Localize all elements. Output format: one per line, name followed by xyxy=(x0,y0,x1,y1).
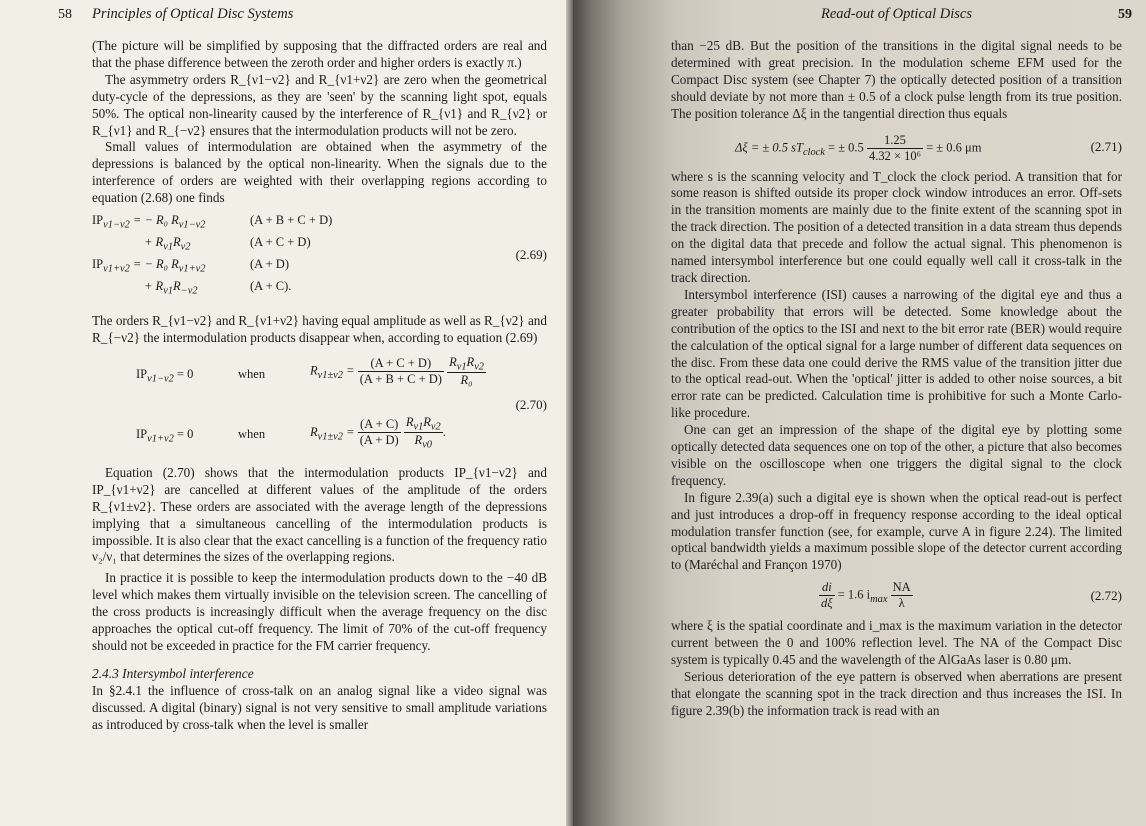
eq269-term-4: (A + C). xyxy=(250,279,292,294)
eq270-row-2-lhs: $IP_{\nu 1+\nu 2} = 0$ xyxy=(136,426,194,445)
right-page-number: 59 xyxy=(1118,7,1132,22)
left-paragraph-4: The orders R_{ν1−ν2} and R_{ν1+ν2} having equal amplitude as well as R_{ν2} and R_{−ν2} the intermodulation products disappear when, according to equation (2.69) xyxy=(92,313,547,345)
eq272-expression: $\frac{di}{d\xi}$ = 1.6 $i_{max}$ $\frac{NA}{\lambda}$ xyxy=(821,580,911,611)
eq270-when-2: when xyxy=(238,426,266,441)
eq272-number: (2.72) xyxy=(1090,588,1122,604)
eq271-expression: Δξ = ± 0.5 $sT_{clock}$ = ± 0.5 $\frac{1.25}{\text{4.32 × 10⁶}}$ = ± 0.6 μm xyxy=(735,132,982,163)
eq269-term-3: (A + D) xyxy=(250,257,289,272)
left-paragraph-1: (The picture will be simplified by supposing that the diffracted orders are real and that the phase difference between the zeroth order and higher orders is exactly π.) xyxy=(92,38,547,70)
right-paragraph-6: where ξ is the spatial coordinate and i_max is the maximum variation in the detector current between the 0 and 100% reflection level. The NA of the Compact Disc system is typically 0.45 and the wavelength of the AlGaAs laser is 0.80 μm. xyxy=(671,618,1122,668)
right-paragraph-7: Serious deterioration of the eye pattern is observed when aberrations are present that elongate the scanning spot in the track direction and thus increases the ISI. In figure 2.39(b) the information track is read with an xyxy=(671,669,1122,718)
left-page-number: 58 xyxy=(58,7,72,22)
right-paragraph-4: One can get an impression of the shape of the digital eye by plotting some optically detected data sequences one on top of the other, a picture that also becomes visible on the oscilloscope when one triggers the digital signal to the clock frequency. xyxy=(671,422,1122,488)
eq270-number: (2.70) xyxy=(515,396,547,412)
eq270-row-1-lhs: $IP_{\nu 1-\nu 2} = 0$ xyxy=(136,366,194,385)
eq269-term-1: (A + B + C + D) xyxy=(250,213,333,228)
eq270-when-1: when xyxy=(238,366,266,381)
section-heading-2-4-3: 2.4.3 Intersymbol interference xyxy=(92,665,254,681)
right-paragraph-5: In figure 2.39(a) such a digital eye is shown when the optical read-out is perfect and just introduces a drop-off in frequency response according to the ideal optical modulation transfer function (see, for example, curve A in figure 2.24). The limited optical bandwidth yields a maximum possible slope of the detector current according to (Maréchal and Françon 1970) xyxy=(671,489,1122,573)
left-paragraph-3: Small values of intermodulation are obtained when the asymmetry of the depressions is balanced by the optical non-linearity. When the signals due to the interference of orders are weighted with their overlapping regions according to equation (2.68) one finds xyxy=(92,139,547,206)
eq269-term-2: (A + C + D) xyxy=(250,235,311,250)
left-page-header xyxy=(58,6,547,28)
left-running-title: Principles of Optical Disc Systems xyxy=(92,6,294,22)
equation-2-72 xyxy=(671,576,1122,618)
left-paragraph-6: In practice it is possible to keep the intermodulation products down to the −40 dB level which makes them virtually invisible on the television screen. The cancelling of the cross products is increasingly difficult when the average frequency on the disc approaches the optical cut-off frequency. The limit of 70% of the cut-off frequency should not be exceeded in practice for the FM carrier frequency. xyxy=(92,570,547,653)
left-paragraph-2: The asymmetry orders R_{ν1−ν2} and R_{ν1+ν2} are zero when the geometrical duty-cycle of the depressions, as they are 'seen' by the scanning light spot, equals 50%. The optical non-linearity caused by the interference of R_{ν1} and R_{ν2} or R_{ν1} and R_{−ν2} ensures that the intermodulation products will not be zero. xyxy=(92,71,547,138)
equation-2-69 xyxy=(92,213,547,309)
eq269-line-1: $IP_{\nu 1-\nu 2}$ = − R₀ $R_{\nu 1-\nu 2}$ xyxy=(92,213,206,231)
equation-2-71 xyxy=(671,125,1122,169)
right-paragraph-3: Intersymbol interference (ISI) causes a narrowing of the digital eye and thus a greater probability that errors will be detected. Some knowledge about the contribution of the optics to the ISI and next to the bit error rate (BER) would require the calculation of the optical signal for a large number of different data sequences on the disc. From these data one could derive the RMS value of the transition jitter due to the optical read-out. When the 'optical' jitter is added to other noise sources, a bit error rate can be predicted. Calculation time is prohibitive for such a Monte Carlo-like procedure. xyxy=(671,286,1122,421)
right-running-title: Read-out of Optical Discs xyxy=(820,6,973,22)
right-paragraph-1: than −25 dB. But the position of the transitions in the digital signal needs to be determined with great precision. In the modulation scheme EFM used for the Compact Disc system (see Chapter 7) the optically detected position of a transition should deviate by not more than ± 0.5 of a clock pulse length from its true position. The position tolerance Δξ in the tangential direction thus equals xyxy=(671,38,1122,121)
eq271-number: (2.71) xyxy=(1090,138,1122,154)
eq270-row-1-rhs: $R_{\nu 1\pm\nu 2}$ = $\frac{(A + C + D)}{(A + B + C + D)}$ $\frac{R_{\nu 1}R_{\nu 2}}{\text{R₀}}$ xyxy=(310,354,485,388)
right-page-header xyxy=(671,6,1132,28)
eq269-line-2: + $R_{\nu 1}R_{\nu 2}$ xyxy=(144,235,191,253)
eq269-line-4: + $R_{\nu 1}R_{-\nu 2}$ xyxy=(144,279,198,297)
left-paragraph-7: In §2.4.1 the influence of cross-talk on an analog signal like a video signal was discussed. A digital (binary) signal is not very sensitive to small amplitude variations as introduced by cross-talk when the level is smaller xyxy=(92,682,547,732)
eq269-number: (2.69) xyxy=(515,247,547,263)
eq269-line-3: $IP_{\nu 1+\nu 2}$ = − R₀ $R_{\nu 1+\nu 2}$ xyxy=(92,257,206,275)
equation-2-70 xyxy=(92,353,547,461)
right-paragraph-2: where s is the scanning velocity and T_clock the clock period. A transition that for some reason is shifted outside its proper clock window introduces an error. Off-sets in the transition moments are mainly due to the finite extent of the scanning spot in the track direction. The position of a detected transition in a data stream thus depends on the digital data that precede and follow the actual signal. This phenomenon is named intersymbol interference but one could equally well call it cross-talk in the track direction. xyxy=(671,168,1122,285)
eq270-row-2-rhs: $R_{\nu 1\pm\nu 2}$ = $\frac{(A + C)}{(A + D)}$ $\frac{R_{\nu 1}R_{\nu 2}}{R_{\nu 0}}$ . xyxy=(310,414,446,451)
right-page xyxy=(573,0,1146,826)
left-paragraph-5: Equation (2.70) shows that the intermodulation products IP_{ν1−ν2} and IP_{ν1+ν2} are cancelled at different values of the amplitude of the orders R_{ν1±ν2}. These orders are associated with the average length of the depressions implying that a simultaneous cancelling of the intermodulation products is impossible. It is also clear that the exact cancelling is a function of the frequency ratio ν₂/ν₁ that determines the sizes of the overlapping regions. xyxy=(92,464,547,565)
